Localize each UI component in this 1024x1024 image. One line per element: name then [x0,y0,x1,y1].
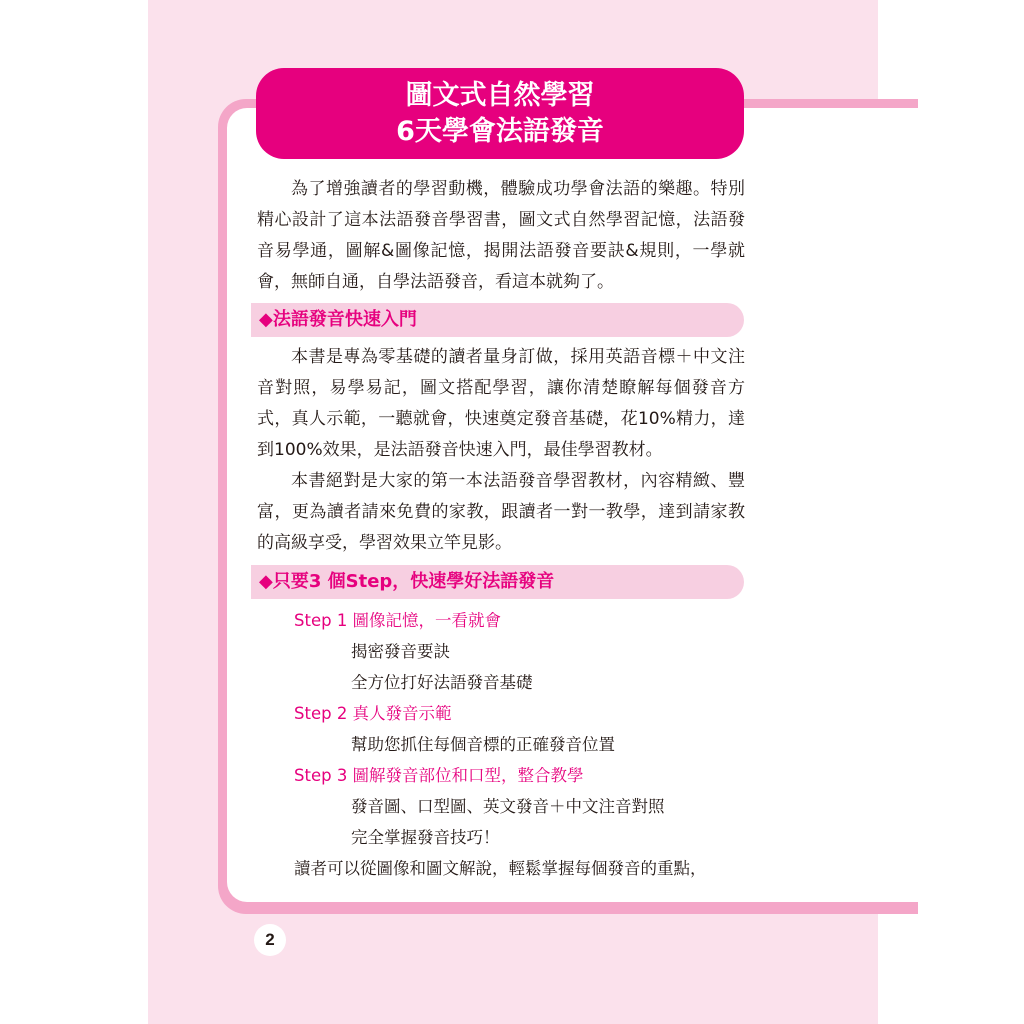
step-3-item-1: 發音圖、口型圖、英文發音＋中文注音對照 [351,797,665,816]
step-1-item-1: 揭密發音要訣 [351,642,450,661]
section-heading-quick-start: ◆法語發音快速入門 [251,303,744,337]
quick-start-paragraph-2: 本書絕對是大家的第一本法語發音學習教材，內容精緻、豐富，更為讀者請來免費的家教，跟讀者一對一教學，達到請家教的高級享受，學習效果立竿見影。 [257,471,745,553]
quick-start-paragraph-1: 本書是專為零基礎的讀者量身訂做，採用英語音標＋中文注音對照，易學易記，圖文搭配學習，讓你清楚瞭解每個發音方式，真人示範，一聽就會，快速奠定發音基礎，花10%精力，達到100%效果，是法語發音快速入門，最佳學習教材。 [257,347,745,460]
step-3-item-2: 完全掌握發音技巧！ [351,828,500,847]
step-2-item-1: 幫助您抓住每個音標的正確發音位置 [351,735,615,754]
title-banner [256,68,744,159]
section-heading-three-steps: ◆只要3 個Step，快速學好法語發音 [251,565,744,599]
step-2-label: Step 2 真人發音示範 [294,704,452,723]
page-number: 2 [254,924,286,956]
closing-line: 讀者可以從圖像和圖文解說，輕鬆掌握每個發音的重點， [294,859,707,878]
title-line-1: 圖文式自然學習 [405,80,595,111]
title-line-2: 6天學會法語發音 [396,116,604,147]
step-3-label: Step 3 圖解發音部位和口型，整合教學 [294,766,584,785]
intro-paragraph: 為了增強讀者的學習動機，體驗成功學會法語的樂趣。特別精心設計了這本法語發音學習書，圖文式自然學習記憶，法語發音易學通，圖解&圖像記憶，揭開法語發音要訣&規則，一學就會，無師自通，自學法語發音，看這本就夠了。 [257,179,745,292]
step-1-item-2: 全方位打好法語發音基礎 [351,673,533,692]
step-1-label: Step 1 圖像記憶，一看就會 [294,611,502,630]
